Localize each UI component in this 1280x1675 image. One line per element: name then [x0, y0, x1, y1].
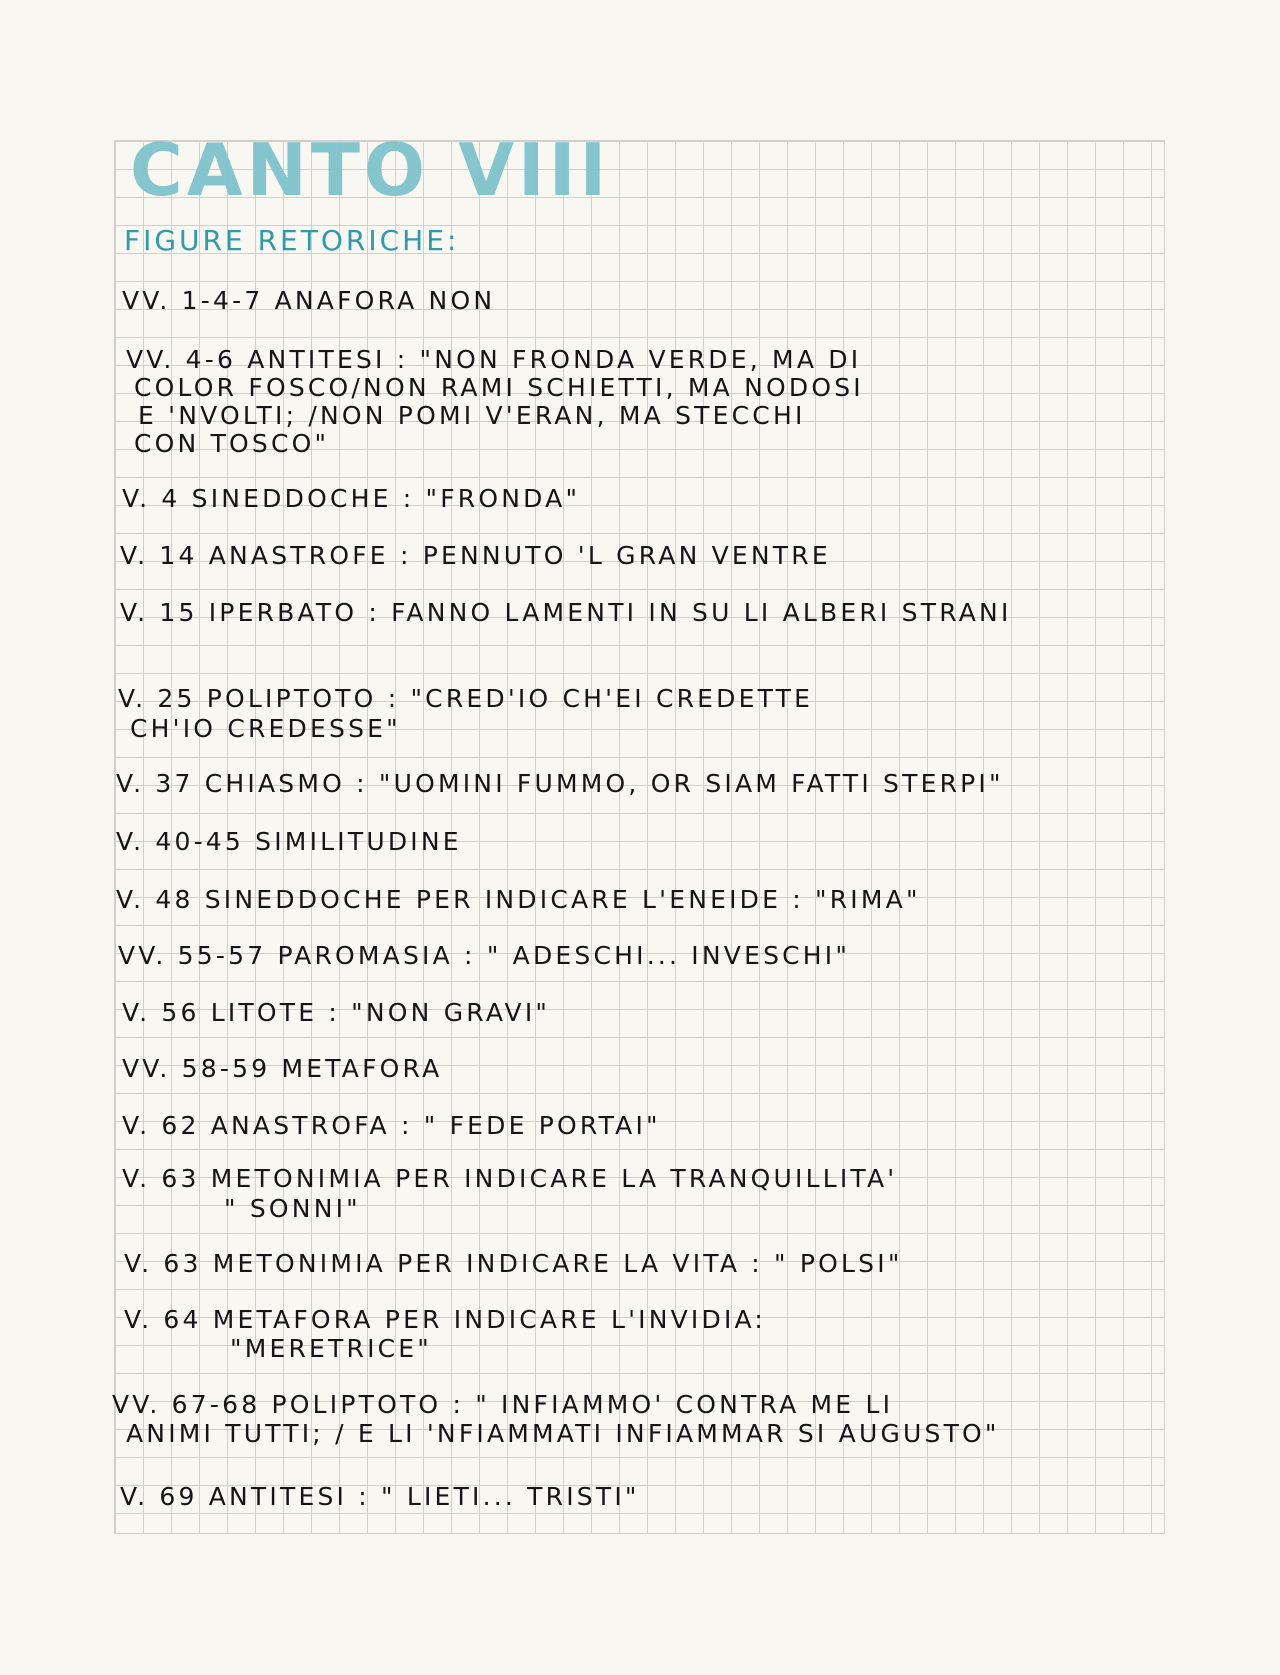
note-line: CON TOSCO"	[134, 429, 330, 458]
section-heading: FIGURE RETORICHE:	[124, 224, 460, 257]
note-line: COLOR FOSCO/NON RAMI SCHIETTI, MA NODOSI	[134, 373, 864, 402]
note-line: VV. 4-6 ANTITESI : "NON FRONDA VERDE, MA DI	[126, 345, 862, 374]
note-line: V. 37 CHIASMO : "UOMINI FUMMO, OR SIAM FATTI STERPI"	[116, 769, 1004, 798]
note-line: VV. 55-57 PAROMASIA : " ADESCHI... INVESCHI"	[118, 941, 851, 970]
note-line: V. 15 IPERBATO : FANNO LAMENTI IN SU LI ALBERI STRANI	[120, 598, 1012, 627]
note-line: V. 56 LITOTE : "NON GRAVI"	[122, 998, 551, 1027]
note-line: ANIMI TUTTI; / E LI 'NFIAMMATI INFIAMMAR SI AUGUSTO"	[126, 1419, 1000, 1448]
page-title: CANTO VIII	[130, 128, 611, 212]
note-line: V. 25 POLIPTOTO : "CRED'IO CH'EI CREDETTE	[118, 684, 814, 713]
note-line: V. 14 ANASTROFE : PENNUTO 'L GRAN VENTRE	[120, 541, 831, 570]
note-line: V. 4 SINEDDOCHE : "FRONDA"	[122, 484, 581, 513]
note-line: CH'IO CREDESSE"	[130, 714, 401, 743]
note-line: V. 48 SINEDDOCHE PER INDICARE L'ENEIDE : "RIMA"	[116, 885, 921, 914]
note-line: VV. 58-59 METAFORA	[122, 1054, 443, 1083]
note-line: V. 63 METONIMIA PER INDICARE LA TRANQUILLITA'	[122, 1164, 898, 1193]
note-line: V. 69 ANTITESI : " LIETI... TRISTI"	[120, 1482, 640, 1511]
note-line: V. 40-45 SIMILITUDINE	[116, 827, 462, 856]
note-line: VV. 1-4-7 ANAFORA NON	[122, 286, 496, 315]
note-line: V. 63 METONIMIA PER INDICARE LA VITA : " POLSI"	[124, 1249, 903, 1278]
note-line: "MERETRICE"	[230, 1334, 432, 1363]
note-line: V. 62 ANASTROFA : " FEDE PORTAI"	[122, 1111, 661, 1140]
note-line: V. 64 METAFORA PER INDICARE L'INVIDIA:	[124, 1305, 767, 1334]
note-line: E 'NVOLTI; /NON POMI V'ERAN, MA STECCHI	[138, 401, 806, 430]
note-line: " SONNI"	[224, 1194, 361, 1223]
note-line: VV. 67-68 POLIPTOTO : " INFIAMMO' CONTRA ME LI	[112, 1390, 894, 1419]
